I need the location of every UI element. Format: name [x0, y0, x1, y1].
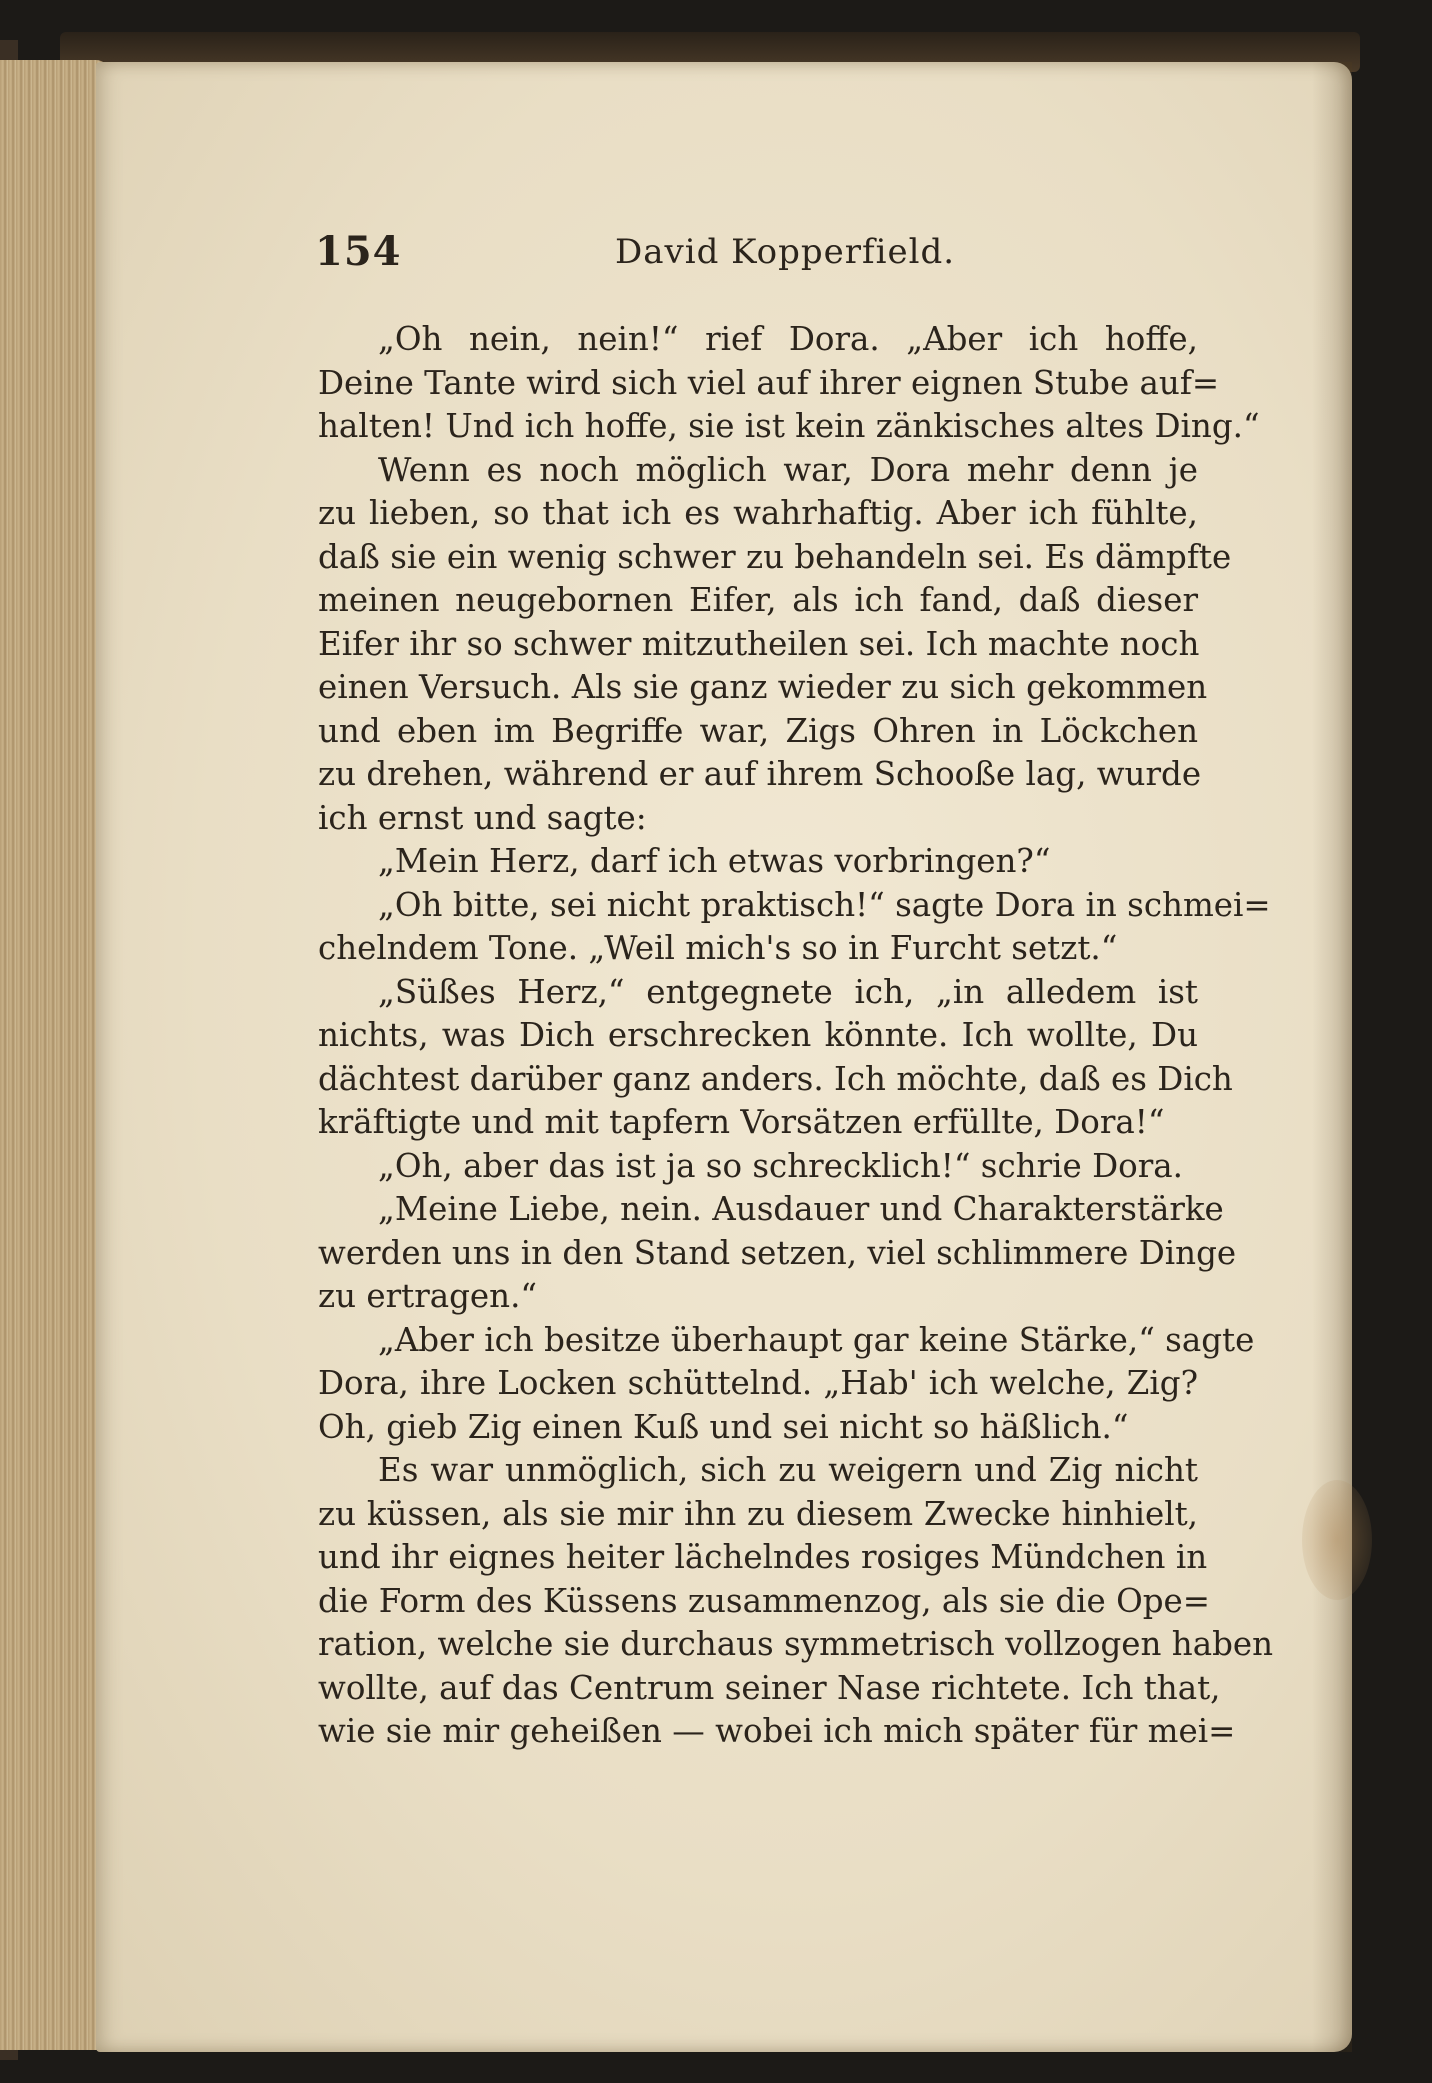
text-line: „Mein Herz, darf ich etwas vorbringen?“ [378, 842, 1051, 880]
text-line: die Form des Küssens zusammenzog, als sie die Ope= [318, 1581, 1211, 1620]
text-line: dächtest darüber ganz anders. Ich möchte, daß es Dich [318, 1059, 1233, 1098]
text-line: „Meine Liebe, nein. Ausdauer und Charakterstärke [378, 1190, 1224, 1228]
running-head: David Kopperfield. [615, 232, 956, 272]
text-line: Deine Tante wird sich viel auf ihrer eignen Stube auf= [318, 363, 1220, 402]
text-line: und ihr eignes heiter lächelndes rosiges Mündchen in [318, 1538, 1208, 1576]
text-line: daß sie ein wenig schwer zu behandeln sei. Es dämpfte [318, 537, 1232, 576]
text-line: Eifer ihr so schwer mitzutheilen sei. Ich machte noch [318, 624, 1200, 663]
text-line: ich ernst und sagte: [318, 798, 647, 837]
text-line: zu drehen, während er auf ihrem Schooße lag, wurde [318, 755, 1202, 793]
text-line: „Oh nein, nein!“ rief Dora. „Aber ich hoffe, [378, 320, 1198, 358]
text-line: nichts, was Dich erschrecken könnte. Ich wollte, Du [318, 1016, 1198, 1054]
page-stain [1302, 1480, 1372, 1600]
text-line: halten! Und ich hoffe, sie ist kein zänkisches altes Ding.“ [318, 407, 1260, 445]
text-line: zu ertragen.“ [318, 1277, 538, 1315]
text-line: einen Versuch. Als sie ganz wieder zu sich gekommen [318, 668, 1208, 706]
text-line: „Oh, aber das ist ja so schrecklich!“ schrie Dora. [378, 1146, 1183, 1185]
text-line: werden uns in den Stand setzen, viel schlimmere Dinge [318, 1233, 1237, 1272]
text-line: „Süßes Herz,“ entgegnete ich, „in alledem ist [378, 972, 1198, 1011]
text-line: kräftigte und mit tapfern Vorsätzen erfüllte, Dora!“ [318, 1103, 1165, 1141]
text-line: „Aber ich besitze überhaupt gar keine Stärke,“ sagte [378, 1320, 1255, 1359]
text-line: und eben im Begriffe war, Zigs Ohren in Löckchen [318, 711, 1198, 750]
page-number: 154 [315, 228, 402, 275]
text-line: wie sie mir geheißen — wobei ich mich später für mei= [318, 1712, 1236, 1750]
page-header [315, 228, 1215, 288]
text-line: chelndem Tone. „Weil mich's so in Furcht setzt.“ [318, 929, 1118, 967]
text-line: ration, welche sie durchaus symmetrisch vollzogen haben [318, 1625, 1274, 1663]
text-line: meinen neugebornen Eifer, als ich fand, daß dieser [318, 581, 1198, 619]
text-line: Wenn es noch möglich war, Dora mehr denn je [378, 450, 1198, 489]
text-line: zu lieben, so that ich es wahrhaftig. Aber ich fühlte, [318, 494, 1198, 532]
text-line: „Oh bitte, sei nicht praktisch!“ sagte Dora in schmei= [378, 885, 1271, 924]
body-text [318, 318, 1274, 1754]
text-line: zu küssen, als sie mir ihn zu diesem Zwecke hinhielt, [318, 1494, 1198, 1533]
text-line: wollte, auf das Centrum seiner Nase richtete. Ich that, [318, 1668, 1221, 1707]
text-line: Dora, ihre Locken schüttelnd. „Hab' ich welche, Zig? [318, 1364, 1198, 1402]
text-line: Es war unmöglich, sich zu weigern und Zig nicht [378, 1451, 1198, 1489]
page-gutter-shadow [1312, 62, 1352, 2052]
text-line: Oh, gieb Zig einen Kuß und sei nicht so häßlich.“ [318, 1407, 1129, 1446]
page-stack-edge [0, 60, 110, 2050]
